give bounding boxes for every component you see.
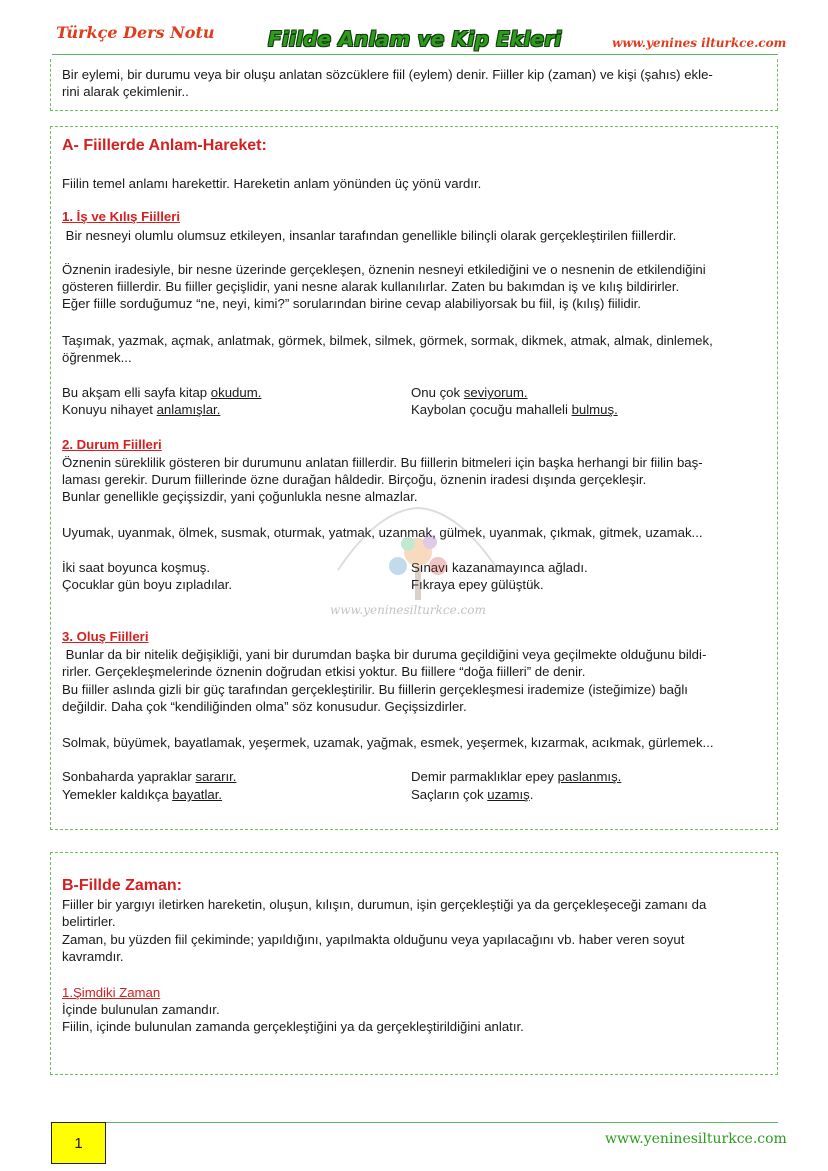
header-website: www.yenines ilturkce.com <box>612 36 787 50</box>
durum-line-3: Bunlar genellikle geçişsizdir, yani çoğunlukla nesne almazlar. <box>62 489 418 504</box>
example-sentence: Yemekler kaldıkça bayatlar. <box>62 787 223 802</box>
example-sentence: Konuyu nihayet anlamışlar. <box>62 402 221 417</box>
example-sentence: Çocuklar gün boyu zıpladılar. <box>62 577 233 592</box>
header-divider <box>52 54 778 55</box>
section-a-title: A- Fiillerde Anlam-Hareket: <box>62 137 267 154</box>
is-kilis-para-3: Eğer fiille sorduğumuz “ne, neyi, kimi?” sorularından birine cevap alabiliyorsak bu fiil, iş (kılış) fiilidir. <box>62 296 642 311</box>
olus-line-4: değildir. Daha çok “kendiliğinden olma” söz konusudur. Geçişsizdirler. <box>62 699 467 714</box>
is-kilis-verb-list-1: Taşımak, yazmak, açmak, anlatmak, görmek, bilmek, silmek, görmek, sormak, dikmek, atmak, almak, dinlemek, <box>62 333 713 348</box>
example-sentence: Kaybolan çocuğu mahalleli bulmuş. <box>411 402 618 417</box>
watermark-url: www.yeninesilturkce.com <box>330 603 486 617</box>
section-b-line-3: Zaman, bu yüzden fiil çekiminde; yapıldığını, yapılmakta olduğunu veya yapılacağını vb. haber veren soyut <box>62 932 685 947</box>
intro-line-1: Bir eylemi, bir durumu veya bir oluşu anlatan sözcüklere fiil (eylem) denir. Fiiller kip (zaman) ve kişi (şahıs) ekle- <box>62 67 713 82</box>
olus-line-2: rirler. Gerçekleşmelerinde öznenin doğrudan etkisi yoktur. Bu fiillere “doğa fiilleri” de denir. <box>62 664 586 679</box>
durum-line-2: laması gerekir. Durum fiillerinde özne durağan hâldedir. Birçoğu, öznenin iradesi dışında gerçekleşir. <box>62 472 647 487</box>
section-a-lead: Fiilin temel anlamı harekettir. Hareketin anlam yönünden üç yönü vardır. <box>62 176 482 191</box>
is-kilis-para-2: gösteren fiillerdir. Bu fiiller geçişlidir, yani nesne alarak kullanılırlar. Zaten bu bakımdan iş ve kılış bildirirler. <box>62 279 680 294</box>
example-sentence: İki saat boyunca koşmuş. <box>62 560 211 575</box>
footer-divider <box>52 1122 778 1123</box>
footer-website: www.yeninesilturkce.com <box>605 1131 787 1147</box>
olus-title: 3. Oluş Fiilleri <box>62 629 149 644</box>
simdiki-zaman-title: 1.Şimdiki Zaman <box>62 985 161 1000</box>
section-b-title: B-Fillde Zaman: <box>62 877 183 894</box>
durum-title: 2. Durum Fiilleri <box>62 437 162 452</box>
example-sentence: Saçların çok uzamış. <box>411 787 534 802</box>
example-sentence: Onu çok seviyorum. <box>411 385 528 400</box>
durum-verb-list: Uyumak, uyanmak, ölmek, susmak, oturmak, yatmak, uzanmak, gülmek, uyanmak, çıkmak, gitmek, uzamak... <box>62 525 703 540</box>
example-sentence: Sınavı kazanamayınca ağladı. <box>411 560 588 575</box>
olus-line-1: Bunlar da bir nitelik değişikliği, yani bir durumdan başka bir duruma geçildiğini veya geçilmekte olduğunu bildi- <box>62 647 707 662</box>
example-sentence: Fıkraya epey gülüştük. <box>411 577 544 592</box>
header-left-label: Türkçe Ders Notu <box>56 23 215 42</box>
section-b-line-2: belirtirler. <box>62 914 116 929</box>
page-title: Fiilde Anlam ve Kip Ekleri <box>268 27 562 51</box>
is-kilis-para-1: Öznenin iradesiyle, bir nesne üzerinde gerçekleşen, öznenin nesneyi etkilediğini ve o nesnenin de etkilendiğini <box>62 262 706 277</box>
is-kilis-definition: Bir nesneyi olumlu olumsuz etkileyen, insanlar tarafından genellikle bilinçli olarak gerçekleştirilen fiillerdir. <box>62 228 677 243</box>
durum-line-1: Öznenin süreklilik gösteren bir durumunu anlatan fiillerdir. Bu fiillerin bitmeleri için başka herhangi bir fiilin baş- <box>62 455 703 470</box>
example-sentence: Bu akşam elli sayfa kitap okudum. <box>62 385 262 400</box>
olus-verb-list: Solmak, büyümek, bayatlamak, yeşermek, uzamak, yağmak, esmek, yeşermek, kızarmak, acıkmak, gürlemek... <box>62 735 714 750</box>
example-sentence: Demir parmaklıklar epey paslanmış. <box>411 769 622 784</box>
is-kilis-title: 1. İş ve Kılış Fiilleri <box>62 209 181 224</box>
simdiki-line-2: Fiilin, içinde bulunulan zamanda gerçekleştiğini ya da gerçekleştirildiğini anlatır. <box>62 1019 524 1034</box>
page-number: 1 <box>51 1122 106 1164</box>
simdiki-line-1: İçinde bulunulan zamandır. <box>62 1002 220 1017</box>
section-b-line-4: kavramdır. <box>62 949 124 964</box>
intro-line-2: rini alarak çekimlenir.. <box>62 84 189 99</box>
is-kilis-verb-list-2: öğrenmek... <box>62 350 132 365</box>
olus-line-3: Bu fiiller aslında gizli bir güç tarafından gerçekleştirilir. Bu fiillerin gerçekleşmesi irademize (isteğimize) bağlı <box>62 682 688 697</box>
example-sentence: Sonbaharda yapraklar sararır. <box>62 769 237 784</box>
section-b-line-1: Fiiller bir yargıyı iletirken hareketin, oluşun, kılışın, durumun, işin gerçekleştiği ya da gerçekleşeceği zamanı da <box>62 897 707 912</box>
